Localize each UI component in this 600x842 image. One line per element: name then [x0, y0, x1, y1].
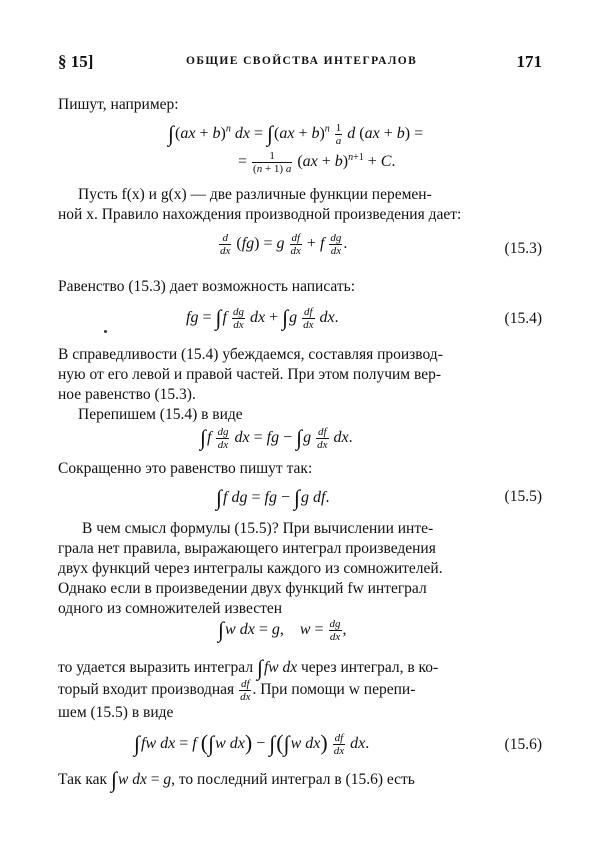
- text-last-b: , то последний интеграл в (15.6) есть: [171, 771, 415, 788]
- equation-15-6: ∫fw dx = f (∫w dx) − ∫(∫w dx) $\frac{df}{dx}$ dx.: [134, 730, 370, 757]
- equation-number-15-3: (15.3): [504, 240, 542, 257]
- text-derivative-a: торый входит производная: [58, 681, 235, 699]
- paragraph-meaning-line2: грала нет правила, выражающего интеграл произведения: [58, 540, 436, 557]
- text-express-a: то удается выразить интеграл: [58, 659, 254, 676]
- paragraph-verify-line3: ное равенство (15.3).: [58, 386, 196, 403]
- paragraph-verify-line1: В справедливости (15.4) убеждаемся, составляя производ-: [58, 346, 443, 363]
- paragraph-functions-line1: Пусть f(x) и g(x) — две различные функции перемен-: [78, 186, 432, 203]
- equation-example-line2: = $\frac{1}{(n + 1) a}$ (ax + b)$^{n+1}$ + C.: [238, 150, 396, 175]
- paragraph-meaning-line4: Однако если в произведении двух функций fw интеграл: [58, 580, 427, 597]
- equation-known-integral: ∫w dx = g, w = $\frac{dg}{dx}$ ,: [218, 617, 347, 643]
- running-title: ОБЩИЕ СВОЙСТВА ИНТЕГРАЛОВ: [186, 55, 418, 67]
- equation-rewritten: ∫f $\frac{dg}{dx}$ dx = fg − ∫g $\frac{df}{dx}$ dx.: [200, 425, 353, 451]
- paragraph-short-form: Сокращенно это равенство пишут так:: [58, 460, 313, 477]
- equation-number-15-6: (15.6): [504, 736, 542, 753]
- inline-fraction-df-dx: $\frac{df}{dx}$: [240, 678, 251, 703]
- paragraph-functions-line2: ной x. Правило нахождения производной произведения дает:: [58, 206, 462, 223]
- equation-15-4: fg = ∫f $\frac{dg}{dx}$ dx + ∫g $\frac{df}{dx}$ dx.: [186, 305, 339, 331]
- inline-integral-w: ∫w dx = g: [110, 767, 172, 792]
- equation-number-15-5: (15.5): [504, 488, 542, 505]
- inline-integral-fw: ∫fw dx: [256, 655, 298, 680]
- equation-15-5: ∫f dg = fg − ∫g df.: [216, 485, 330, 510]
- text-express-b: через интеграл, в ко-: [301, 659, 439, 676]
- print-speck: [104, 330, 107, 333]
- page-number: 171: [516, 52, 542, 71]
- paragraph-express-line1: [58, 652, 438, 678]
- page-header: [58, 52, 542, 74]
- equation-number-15-4: (15.4): [504, 310, 542, 327]
- paragraph-last-line: [58, 764, 415, 790]
- paragraph-meaning-line1: В чем смысл формулы (15.5)? При вычислении инте-: [82, 520, 434, 537]
- paragraph-express-line2: [58, 678, 415, 703]
- equation-example-line1: ∫(ax + b)$^n$ dx = ∫(ax + b)$^n$ $\frac{1}{a}$ d (ax + b) =: [168, 121, 424, 147]
- paragraph-equality: Равенство (15.3) дает возможность написать:: [58, 278, 356, 295]
- equation-15-3: $\frac{d}{dx}$ (fg) = g $\frac{df}{dx}$ + f $\frac{dg}{dx}$ .: [220, 232, 348, 257]
- paragraph-express-line3: шем (15.5) в виде: [58, 704, 174, 721]
- paragraph-rewrite: Перепишем (15.4) в виде: [78, 406, 243, 423]
- paragraph-meaning-line5: одного из сомножителей известен: [58, 600, 283, 617]
- text-derivative-b: . При помощи w перепи-: [252, 681, 416, 699]
- paragraph-meaning-line3: двух функций через интегралы каждого из сомножителей.: [58, 560, 443, 577]
- section-number: § 15]: [58, 52, 94, 71]
- paragraph-verify-line2: ную от его левой и правой частей. При этом получим вер-: [58, 366, 441, 383]
- paragraph-intro: Пишут, например:: [58, 96, 179, 113]
- text-last-a: Так как: [58, 771, 108, 788]
